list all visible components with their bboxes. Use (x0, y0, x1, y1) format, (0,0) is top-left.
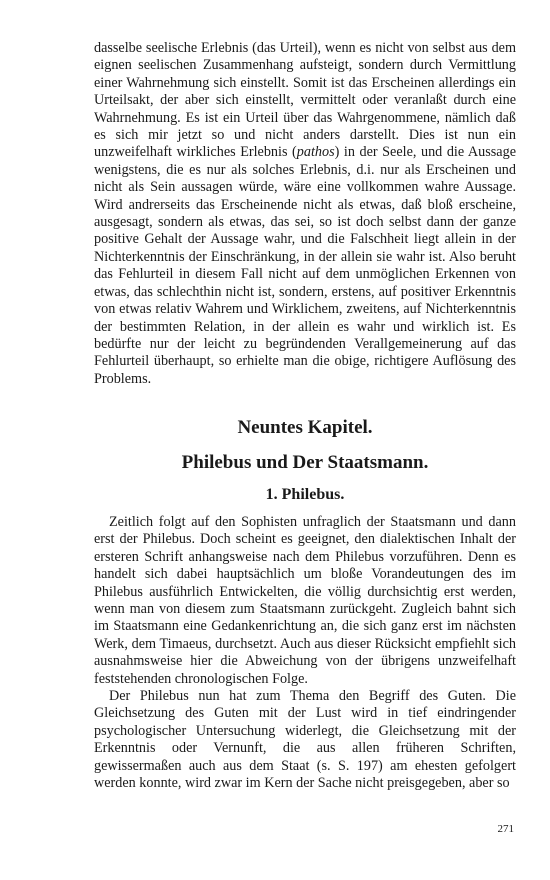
paragraph: Der Philebus nun hat zum Thema den Begriff des Guten. Die Gleichsetzung des Guten mit der Lust wird in tief eindringender psychologischer Untersuchung widerlegt, die Gleichsetzung mit der Erkenntnis oder Vernunft, die aus allen früheren Schriften, gewissermaßen auch aus dem Staat (s. S. 197) am ehesten gefolgert werden konnte, wird zwar im Kern der Sache nicht preisgegeben, aber so (94, 688, 516, 792)
paragraph: Zeitlich folgt auf den Sophisten unfraglich der Staatsmann und dann erst der Philebus. Doch scheint es geeignet, den dialektischen Inhalt der ersteren Schrift anhangsweise nach dem Philebus vorzuführen. Denn es handelt sich dabei hauptsächlich um bloße Vorandeutungen des im Philebus ausführlich Entwickelten, die völlig durchsichtig erst werden, wenn man von diesem zum Staatsmann zurückgeht. Zugleich bahnt sich im Staatsmann eine Gedankenrichtung an, die sich ganz erst im nächsten Werk, dem Timaeus, durchsetzt. Auch aus dieser Rücksicht empfiehlt sich ausnahmsweise hier die Abweichung von der übrigens unzweifelhaft feststehenden chronologischen Folge. (94, 514, 516, 687)
body-text (94, 514, 516, 793)
chapter-title: Philebus und Der Staatsmann. (181, 452, 429, 473)
paragraph-continued (94, 40, 516, 388)
paragraph-text: ) in der Seele, und die Aussage wenigstens, die es nur als solches Erlebnis, d.i. nur als Erscheinen und nicht als Sein aussagen würde, wäre eine vollkommen wahre Aussage. Wird andrerseits das Erscheinende nicht als etwas, daß bloß erscheine, ausgesagt, sondern als etwas, das sei, so ist doch selbst dann der ganze positive Gehalt der Aussage wahr, und die Falschheit liegt allein in der Nichterkenntnis der Einschränkung, in der allein sie wahr ist. Also beruht das Fehlurteil in diesem Fall nicht auf dem unmöglichen Erkennen von etwas, das schlechthin nicht ist, sondern, erstens, auf positiver Erkenntnis von etwas relativ Wahrem und Wirklichem, zweitens, auf Nichterkenntnis der bestimmten Relation, in der allein es wahr und wirklich ist. Es bedürfte nur der leicht zu begründenden Verallgemeinerung auf das Fehlurteil überhaupt, so erhielte man die obige, richtigere Auflösung des Problems. (94, 144, 516, 387)
body-text-continued (94, 40, 516, 388)
section-title: 1. Philebus. (265, 486, 345, 503)
italic-term: pathos (296, 144, 335, 161)
chapter-number: Neuntes Kapitel. (237, 417, 373, 438)
page-number: 271 (497, 823, 514, 835)
paragraph-text: dasselbe seelische Erlebnis (das Urteil), wenn es nicht von selbst aus dem eignen seelischen Zusammenhang aufsteigt, sondern durch Vermittlung einer Wahrnehmung sich einstellt. Somit ist das Erscheinen allerdings ein Urteilsakt, der aber sich einstellt, vermittelt oder veranlaßt durch eine Wahrnehmung. Es ist ein Urteil über das Wahrgenommene, nämlich daß es sich mir jetzt so und nicht anders darstellt. Dies ist nun ein unzweifelhaft wirkliches Erlebnis ( (94, 40, 516, 161)
